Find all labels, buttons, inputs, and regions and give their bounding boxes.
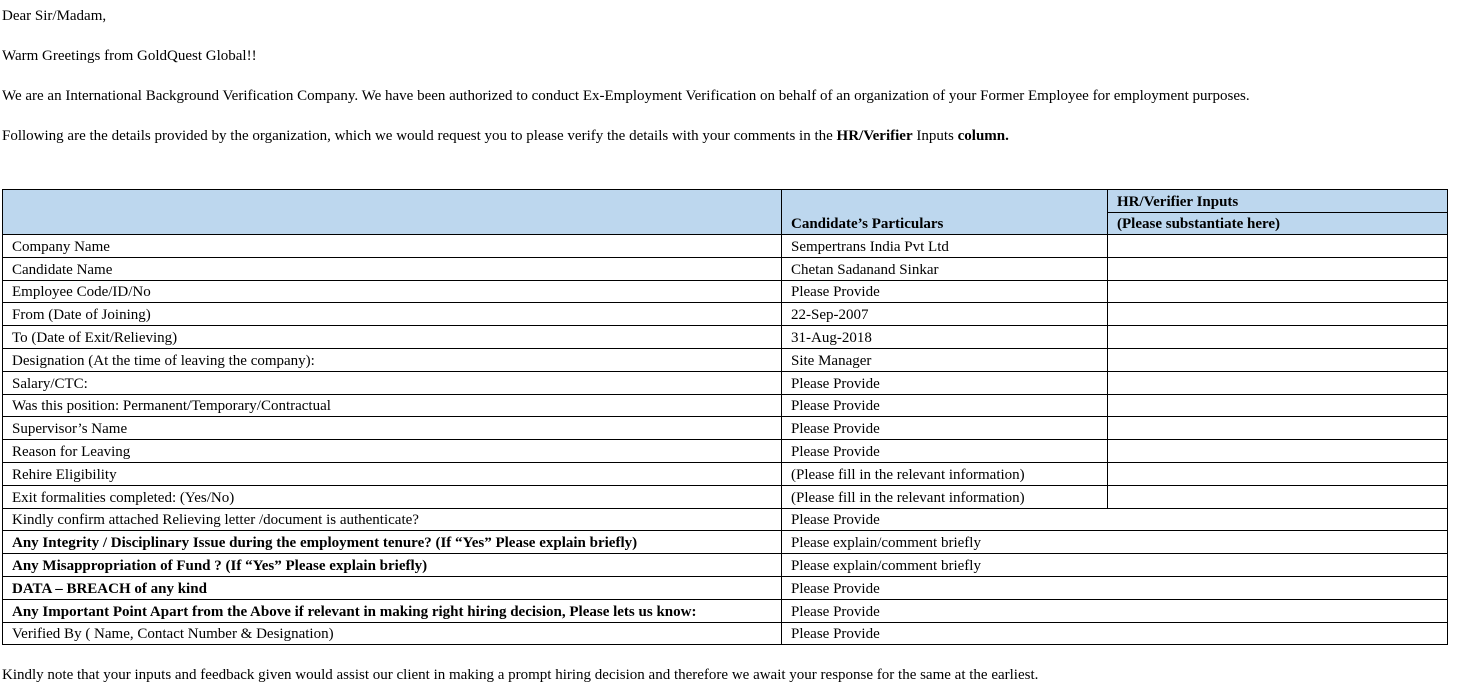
table-row	[3, 280, 1448, 303]
hr-input-cell[interactable]	[1108, 417, 1448, 440]
row-label-reason-for-leaving: Reason for Leaving	[3, 440, 782, 463]
hr-input-cell[interactable]	[1108, 235, 1448, 258]
table-header-row-1	[3, 190, 1448, 213]
row-label-misappropriation: Any Misappropriation of Fund ? (If “Yes” Please explain briefly)	[3, 554, 782, 577]
row-value-designation: Site Manager	[782, 348, 1108, 371]
table-row	[3, 622, 1448, 645]
row-label-relieving-letter: Kindly confirm attached Relieving letter /document is authenticate?	[3, 508, 782, 531]
hr-input-cell[interactable]	[1108, 462, 1448, 485]
table-row	[3, 371, 1448, 394]
row-label-rehire-eligibility: Rehire Eligibility	[3, 462, 782, 485]
table-row	[3, 508, 1448, 531]
hr-input-cell[interactable]	[1108, 303, 1448, 326]
hr-input-cell[interactable]	[1108, 348, 1448, 371]
request-text-start: Following are the details provided by the organization, which we would request you to please verify the details with your comments in the	[2, 128, 837, 144]
header-candidate-particulars: Candidate’s Particulars	[782, 190, 1108, 235]
row-label-supervisor: Supervisor’s Name	[3, 417, 782, 440]
row-label-verified-by: Verified By ( Name, Contact Number & Designation)	[3, 622, 782, 645]
row-label-date-of-joining: From (Date of Joining)	[3, 303, 782, 326]
table-row	[3, 485, 1448, 508]
row-value-candidate-name: Chetan Sadanand Sinkar	[782, 257, 1108, 280]
row-value-company-name: Sempertrans India Pvt Ltd	[782, 235, 1108, 258]
table-row	[3, 440, 1448, 463]
table-row	[3, 462, 1448, 485]
row-value-supervisor: Please Provide	[782, 417, 1108, 440]
row-label-designation: Designation (At the time of leaving the company):	[3, 348, 782, 371]
row-value-date-of-joining: 22-Sep-2007	[782, 303, 1108, 326]
hr-input-cell[interactable]	[1108, 257, 1448, 280]
table-row	[3, 348, 1448, 371]
table-row	[3, 554, 1448, 577]
salutation: Dear Sir/Madam,	[2, 8, 107, 24]
row-value-reason-for-leaving: Please Provide	[782, 440, 1108, 463]
table-row	[3, 417, 1448, 440]
row-label-position-type: Was this position: Permanent/Temporary/Contractual	[3, 394, 782, 417]
table-row	[3, 235, 1448, 258]
header-please-substantiate: (Please substantiate here)	[1108, 212, 1448, 235]
hr-input-cell[interactable]	[1108, 371, 1448, 394]
closing-paragraph: Kindly note that your inputs and feedback given would assist our client in making a prompt hiring decision and therefore we await your response for the same at the earliest.	[2, 667, 1039, 683]
row-label-company-name: Company Name	[3, 235, 782, 258]
table-row	[3, 257, 1448, 280]
hr-input-cell[interactable]	[1108, 485, 1448, 508]
verification-table	[2, 189, 1448, 645]
row-label-exit-formalities: Exit formalities completed: (Yes/No)	[3, 485, 782, 508]
row-value-exit-formalities: (Please fill in the relevant information)	[782, 485, 1108, 508]
row-value-integrity-issue[interactable]: Please explain/comment briefly	[782, 531, 1448, 554]
row-value-relieving-letter[interactable]: Please Provide	[782, 508, 1448, 531]
row-label-employee-code: Employee Code/ID/No	[3, 280, 782, 303]
table-row	[3, 599, 1448, 622]
row-label-integrity-issue: Any Integrity / Disciplinary Issue during the employment tenure? (If “Yes” Please explain briefly)	[3, 531, 782, 554]
hr-input-cell[interactable]	[1108, 326, 1448, 349]
row-value-salary: Please Provide	[782, 371, 1108, 394]
row-value-position-type: Please Provide	[782, 394, 1108, 417]
row-value-date-of-exit: 31-Aug-2018	[782, 326, 1108, 349]
hr-input-cell[interactable]	[1108, 280, 1448, 303]
row-label-candidate-name: Candidate Name	[3, 257, 782, 280]
hr-input-cell[interactable]	[1108, 440, 1448, 463]
header-hr-verifier-inputs: HR/Verifier Inputs	[1108, 190, 1448, 213]
request-text-mid: Inputs	[912, 128, 958, 144]
table-row	[3, 394, 1448, 417]
row-value-important-point[interactable]: Please Provide	[782, 599, 1448, 622]
request-bold-column: column.	[957, 128, 1009, 144]
table-row	[3, 326, 1448, 349]
row-label-salary: Salary/CTC:	[3, 371, 782, 394]
table-row	[3, 303, 1448, 326]
header-blank-cell	[3, 190, 782, 235]
intro-paragraph: We are an International Background Verification Company. We have been authorized to conduct Ex-Employment Verification on behalf of an organization of your Former Employee for employment purposes.	[2, 88, 1250, 104]
row-value-rehire-eligibility: (Please fill in the relevant information)	[782, 462, 1108, 485]
row-value-verified-by[interactable]: Please Provide	[782, 622, 1448, 645]
row-value-misappropriation[interactable]: Please explain/comment briefly	[782, 554, 1448, 577]
row-label-data-breach: DATA – BREACH of any kind	[3, 576, 782, 599]
request-paragraph	[2, 127, 1009, 145]
table-row	[3, 576, 1448, 599]
row-label-important-point: Any Important Point Apart from the Above if relevant in making right hiring decision, Please lets us know:	[3, 599, 782, 622]
row-value-data-breach[interactable]: Please Provide	[782, 576, 1448, 599]
table-row	[3, 531, 1448, 554]
row-value-employee-code: Please Provide	[782, 280, 1108, 303]
greeting: Warm Greetings from GoldQuest Global!!	[2, 48, 257, 64]
request-bold-hr-verifier: HR/Verifier	[836, 128, 913, 144]
row-label-date-of-exit: To (Date of Exit/Relieving)	[3, 326, 782, 349]
hr-input-cell[interactable]	[1108, 394, 1448, 417]
